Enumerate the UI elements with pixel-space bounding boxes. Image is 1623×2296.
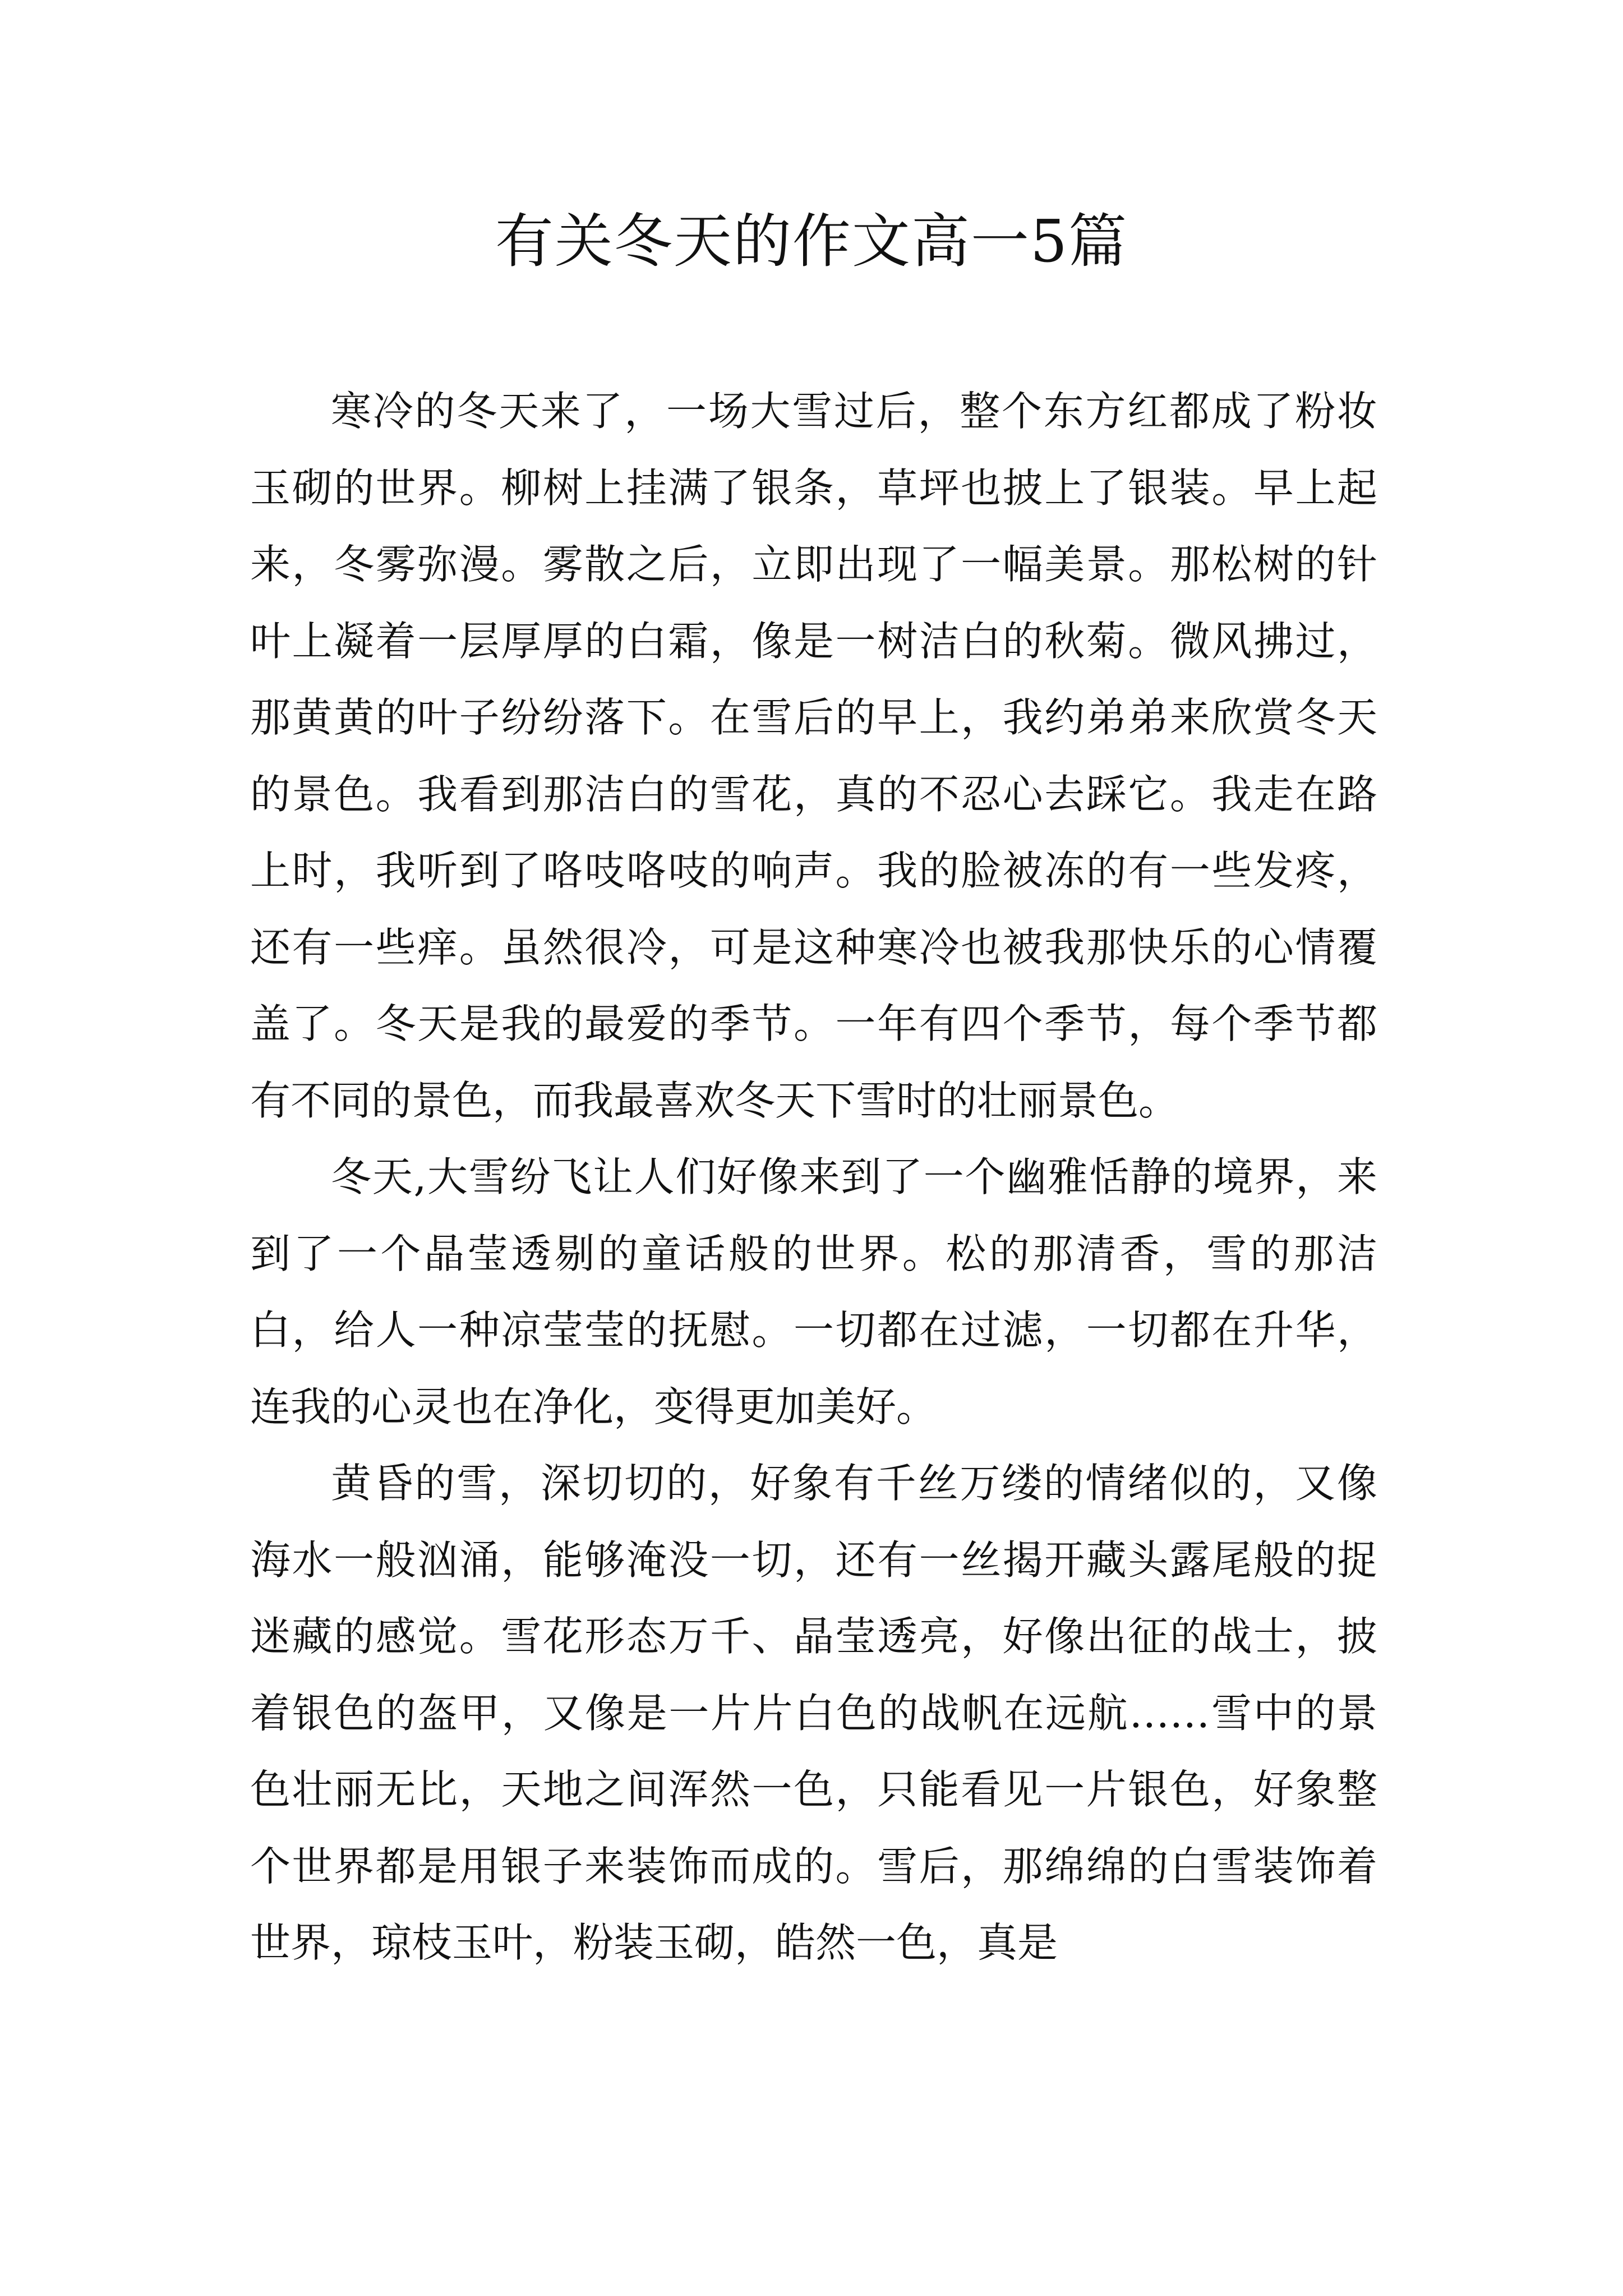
paragraph: 寒冷的冬天来了，一场大雪过后，整个东方红都成了粉妆玉砌的世界。柳树上挂满了银条，草坪也披上了银装。早上起来，冬雾弥漫。雾散之后，立即出现了一幅美景。那松树的针叶上凝着一层厚厚的白霜，像是一树洁白的秋菊。微风拂过，那黄黄的叶子纷纷落下。在雪后的早上，我约弟弟来欣赏冬天的景色。我看到那洁白的雪花，真的不忍心去踩它。我走在路上时，我听到了咯吱咯吱的响声。我的脸被冻的有一些发疼，还有一些痒。虽然很冷，可是这种寒冷也被我那快乐的心情覆盖了。冬天是我的最爱的季节。一年有四个季节，每个季节都有不同的景色，而我最喜欢冬天下雪时的壮丽景色。 <box>250 388 1377 1124</box>
paragraph: 黄昏的雪，深切切的，好象有千丝万缕的情绪似的，又像海水一般汹涌，能够淹没一切，还有一丝揭开藏头露尾般的捉迷藏的感觉。雪花形态万千、晶莹透亮，好像出征的战士，披着银色的盔甲，又像是一片片白色的战帆在远航……雪中的景色壮丽无比，天地之间浑然一色，只能看见一片银色，好象整个世界都是用银子来装饰而成的。雪后，那绵绵的白雪装饰着世界，琼枝玉叶，粉装玉砌，皓然一色，真是 <box>250 1460 1377 1966</box>
paragraph: 冬天,大雪纷飞让人们好像来到了一个幽雅恬静的境界，来到了一个晶莹透剔的童话般的世界。松的那清香，雪的那洁白，给人一种凉莹莹的抚慰。一切都在过滤，一切都在升华，连我的心灵也在净化，变得更加美好。 <box>250 1153 1377 1430</box>
document-body <box>250 373 1377 1981</box>
document-title: 有关冬天的作文高一5篇 <box>495 207 1128 275</box>
